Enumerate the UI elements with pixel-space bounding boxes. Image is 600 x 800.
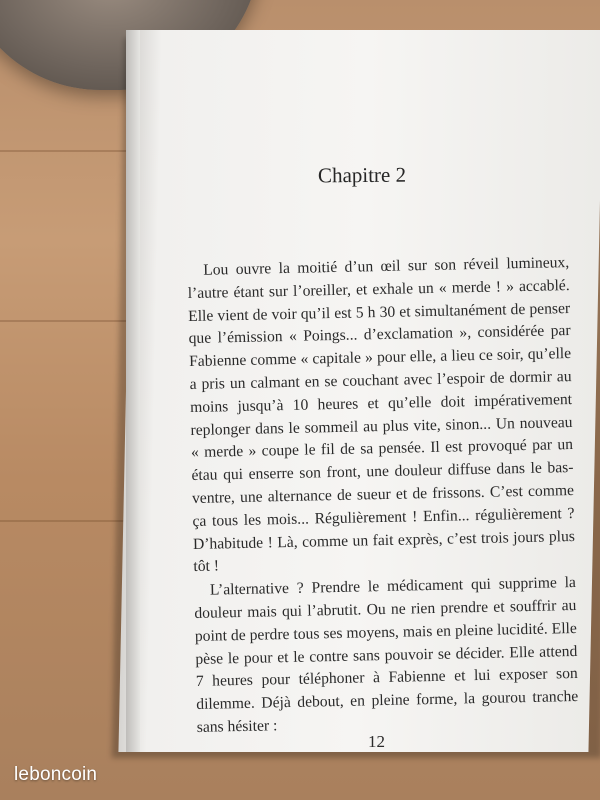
- page-number: 12: [368, 732, 385, 751]
- chapter-title: Chapitre 2: [317, 162, 407, 188]
- leboncoin-watermark: leboncoin: [14, 764, 98, 785]
- paragraph: Lou ouvre la moitié d’un œil sur son réveil lumineux, l’autre étant sur l’oreiller, et exhale un « merde ! » accablé. Elle vient de voir qu’il est 5 h 30 et simultanément de penser que l’émission « Poings... d’exclamation », considérée par Fabienne comme « capitale » pour elle, a lieu ce soir, qu’elle a pris un calmant en se couchant avec l’espoir de dormir au moins jusqu’à 10 heures et qu’elle doit impérativement replonger dans le sommeil au plus vite, sinon... Un nouveau « merde » coupe le fil de sa pensée. Il est provoqué par un étau qui enserre son front, une douleur diffuse dans le bas-ventre, une alternance de sueur et de frissons. C’est comme ça tous les mois... Régulièrement ! Enfin... régulièrement ? D’habitude ! Là, comme un fait exprès, c’est trois jours plus tôt !: [187, 254, 576, 576]
- paragraph: L’alternative ? Prendre le médicament qui supprime la douleur mais qui l’abrutit. Ou ne rien prendre et souffrir au point de perdre tous ses moyens, mais en pleine lucidité. Elle pèse le pour et le contre sans pouvoir se décider. Elle attend 7 heures pour téléphoner à Fabienne et lui exposer son dilemme. Déjà debout, en pleine forme, la gourou tranche sans hésiter :: [194, 574, 579, 736]
- body-text: [187, 252, 579, 740]
- page-edge: [126, 30, 140, 752]
